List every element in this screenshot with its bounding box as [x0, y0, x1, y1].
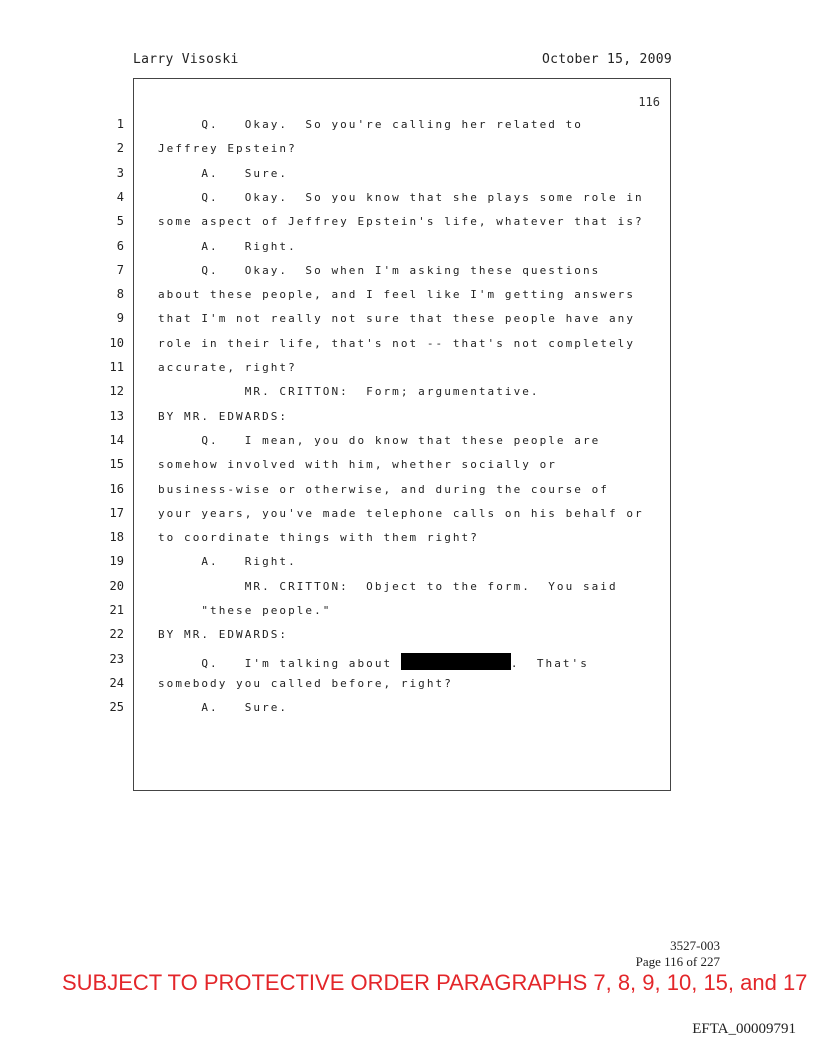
line-number: 11 — [109, 360, 124, 374]
line-text-segment: A. Sure. — [158, 167, 289, 180]
transcript-line — [158, 288, 668, 301]
transcript-line — [158, 337, 668, 350]
transcript-line — [158, 385, 668, 398]
line-number: 25 — [109, 700, 124, 714]
bates-number: EFTA_00009791 — [692, 1021, 796, 1037]
line-text-segment: somehow involved with him, whether socially or — [158, 458, 557, 471]
protective-order-notice: SUBJECT TO PROTECTIVE ORDER PARAGRAPHS 7, 8, 9, 10, 15, and 17 — [62, 970, 808, 995]
transcript-line — [158, 604, 668, 617]
line-text-segment: Q. Okay. So when I'm asking these questions — [158, 264, 601, 277]
transcript-line — [158, 580, 668, 593]
document-code: 3527-003 — [670, 938, 720, 953]
transcript-line — [158, 167, 668, 180]
line-number: 12 — [109, 384, 124, 398]
line-text-segment: to coordinate things with them right? — [158, 531, 479, 544]
line-number: 1 — [116, 117, 124, 131]
line-number: 19 — [109, 554, 124, 568]
line-text-segment: A. Sure. — [158, 701, 289, 714]
transcript-line — [158, 361, 668, 374]
line-text-segment: A. Right. — [158, 240, 297, 253]
line-text-segment: Q. Okay. So you're calling her related to — [158, 118, 583, 131]
line-number: 7 — [116, 263, 124, 277]
line-text-segment: A. Right. — [158, 555, 297, 568]
line-number: 15 — [109, 457, 124, 471]
line-number: 17 — [109, 506, 124, 520]
line-text-segment: Jeffrey Epstein? — [158, 142, 297, 155]
line-text-segment: Q. I mean, you do know that these people are — [158, 434, 601, 447]
line-text-segment: MR. CRITTON: Object to the form. You said — [158, 580, 618, 593]
line-number: 22 — [109, 627, 124, 641]
line-text-segment: some aspect of Jeffrey Epstein's life, whatever that is? — [158, 215, 644, 228]
transcript-line — [158, 312, 668, 325]
transcript-line — [158, 240, 668, 253]
line-number: 18 — [109, 530, 124, 544]
transcript-line — [158, 701, 668, 714]
transcript-line — [158, 507, 668, 520]
line-text-segment: "these people." — [158, 604, 332, 617]
line-text-segment: . That's — [510, 657, 589, 670]
transcript-line — [158, 458, 668, 471]
line-number: 5 — [116, 214, 124, 228]
line-number: 23 — [109, 652, 124, 666]
transcript-line — [158, 653, 668, 670]
witness-name: Larry Visoski — [133, 52, 239, 67]
transcript-line — [158, 191, 668, 204]
line-text-segment: BY MR. EDWARDS: — [158, 628, 289, 641]
line-number: 10 — [109, 336, 124, 350]
line-number: 9 — [116, 311, 124, 325]
line-number: 16 — [109, 482, 124, 496]
transcript-line — [158, 264, 668, 277]
line-number: 20 — [109, 579, 124, 593]
line-text-segment: accurate, right? — [158, 361, 297, 374]
line-number: 14 — [109, 433, 124, 447]
line-number: 6 — [116, 239, 124, 253]
redaction-block — [401, 653, 511, 670]
line-number: 2 — [116, 141, 124, 155]
page-of-count: Page 116 of 227 — [635, 954, 720, 969]
transcript-line — [158, 434, 668, 447]
transcript-page-number: 116 — [638, 95, 660, 109]
line-number: 4 — [116, 190, 124, 204]
line-text-segment: BY MR. EDWARDS: — [158, 410, 289, 423]
transcript-line — [158, 483, 668, 496]
line-text-segment: Q. I'm talking about — [158, 657, 401, 670]
transcript-line — [158, 215, 668, 228]
transcript-line — [158, 118, 668, 131]
line-text-segment: Q. Okay. So you know that she plays some role in — [158, 191, 644, 204]
transcript-line — [158, 410, 668, 423]
line-number: 21 — [109, 603, 124, 617]
line-text-segment: somebody you called before, right? — [158, 677, 453, 690]
deposition-date: October 15, 2009 — [541, 52, 672, 67]
line-text-segment: about these people, and I feel like I'm getting answers — [158, 288, 635, 301]
line-text-segment: business-wise or otherwise, and during the course of — [158, 483, 609, 496]
transcript-line — [158, 677, 668, 690]
line-text-segment: MR. CRITTON: Form; argumentative. — [158, 385, 540, 398]
transcript-line — [158, 555, 668, 568]
line-number: 8 — [116, 287, 124, 301]
transcript-line — [158, 142, 668, 155]
line-text-segment: your years, you've made telephone calls on his behalf or — [158, 507, 644, 520]
line-text-segment: role in their life, that's not -- that's not completely — [158, 337, 635, 350]
line-number: 24 — [109, 676, 124, 690]
line-text-segment: that I'm not really not sure that these people have any — [158, 312, 635, 325]
line-number: 13 — [109, 409, 124, 423]
transcript-line — [158, 531, 668, 544]
line-number: 3 — [116, 166, 124, 180]
transcript-line — [158, 628, 668, 641]
